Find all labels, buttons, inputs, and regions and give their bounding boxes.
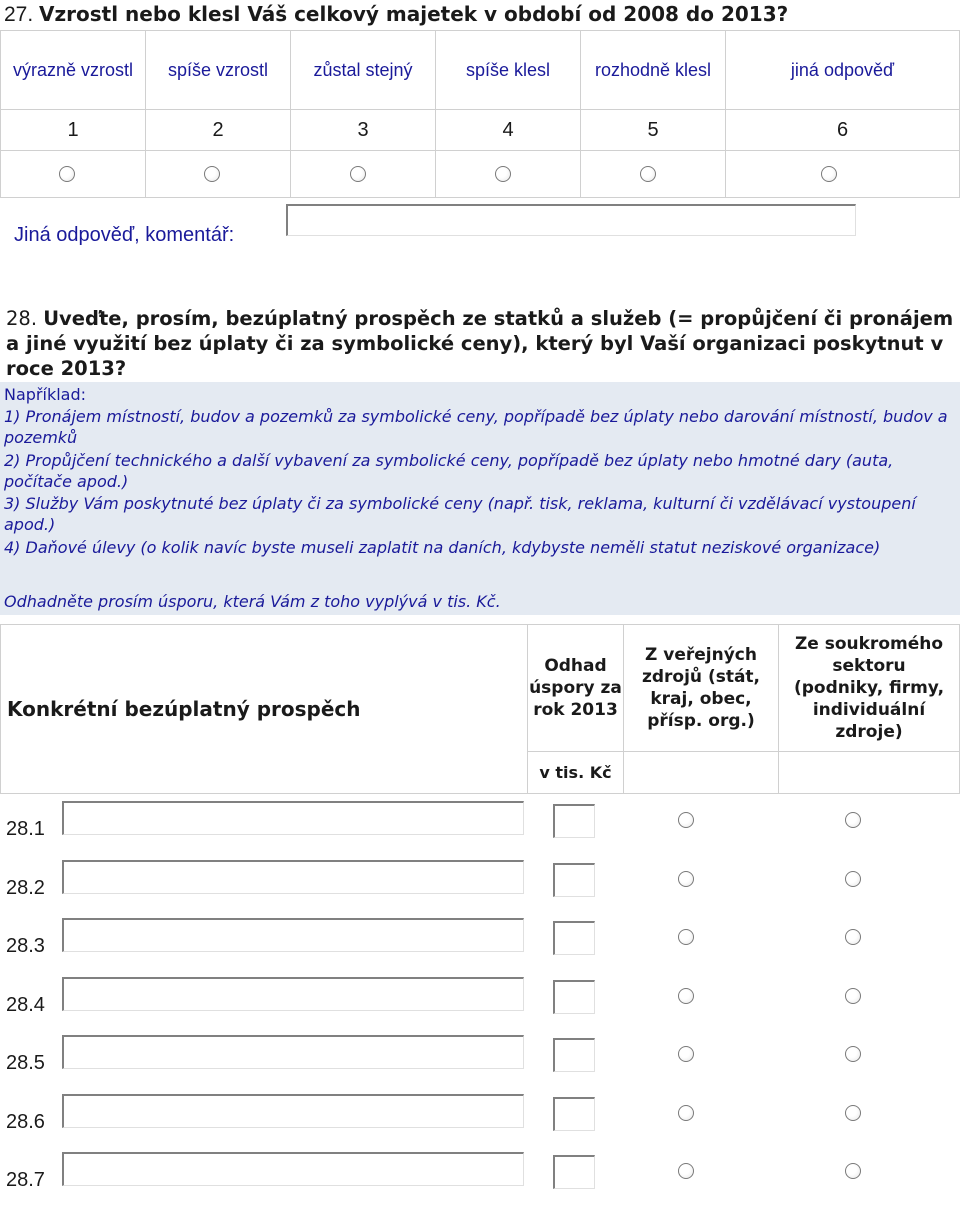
other-answer-input[interactable] (286, 204, 856, 236)
option-label-6: jiná odpověď (726, 31, 960, 110)
savings-estimate-input[interactable] (553, 863, 595, 897)
radio-private-source[interactable] (845, 1163, 861, 1179)
option-number-1: 1 (1, 110, 146, 151)
other-answer-label: Jiná odpověď, komentář: (14, 224, 235, 246)
question-28-number: 28. (6, 307, 38, 330)
question-28-text: Uveďte, prosím, bezúplatný prospěch ze statků a služeb (= propůjčení či pronájem a jiné využití bez úplaty či za symbolické ceny), který byl Vaší organizaci poskytnut v roce 2013? (6, 307, 954, 380)
radio-public-source[interactable] (678, 871, 694, 887)
savings-estimate-input[interactable] (553, 980, 595, 1014)
savings-estimate-input[interactable] (553, 1097, 595, 1131)
radio-option-1[interactable] (59, 166, 75, 182)
radio-option-5[interactable] (640, 166, 656, 182)
question-27-text: Vzrostl nebo klesl Váš celkový majetek v období od 2008 do 2013? (39, 2, 789, 26)
radio-public-source[interactable] (678, 1046, 694, 1062)
hint-lead: Například: (4, 385, 87, 404)
column-header-estimate: Odhad úspory za rok 2013 (528, 625, 624, 752)
benefits-table (0, 624, 960, 794)
option-number-3: 3 (291, 110, 436, 151)
question-27-number: 27. (4, 3, 34, 26)
benefit-description-input[interactable] (62, 1152, 524, 1186)
savings-estimate-input[interactable] (553, 1038, 595, 1072)
benefit-description-input[interactable] (62, 977, 524, 1011)
benefit-description-input[interactable] (62, 1035, 524, 1069)
option-label-4: spíše klesl (436, 31, 581, 110)
option-number-2: 2 (146, 110, 291, 151)
option-label-5: rozhodně klesl (581, 31, 726, 110)
savings-estimate-input[interactable] (553, 1155, 595, 1189)
option-label-1: výrazně vzrostl (1, 31, 146, 110)
hint-item-2: 2) Propůjčení technického a další vybavení za symbolické ceny, popřípadě bez úplaty nebo hmotné dary (auta, počítače apod.) (4, 451, 894, 491)
radio-private-source[interactable] (845, 812, 861, 828)
hint-item-1: 1) Pronájem místností, budov a pozemků za symbolické ceny, popřípadě bez úplaty nebo darování místností, budov a pozemků (4, 407, 948, 447)
radio-option-2[interactable] (204, 166, 220, 182)
row-label: 28.3 (6, 935, 45, 957)
question-27-title (4, 2, 788, 27)
radio-private-source[interactable] (845, 929, 861, 945)
benefit-description-input[interactable] (62, 1094, 524, 1128)
hint-item-3: 3) Služby Vám poskytnuté bez úplaty či za symbolické ceny (např. tisk, reklama, kulturní či vzdělávací vystoupení apod.) (4, 494, 916, 534)
hint-instruction: Odhadněte prosím úsporu, která Vám z toho vyplývá v tis. Kč. (4, 592, 501, 611)
row-label: 28.5 (6, 1052, 45, 1074)
row-label: 28.1 (6, 818, 45, 840)
hint-item-4: 4) Daňové úlevy (o kolik navíc byste museli zaplatit na daních, kdybyste neměli statut neziskové organizace) (4, 538, 881, 557)
savings-estimate-input[interactable] (553, 804, 595, 838)
radio-private-source[interactable] (845, 871, 861, 887)
column-header-private: Ze soukromého sektoru (podniky, firmy, individuální zdroje) (779, 625, 960, 752)
column-unit: v tis. Kč (528, 752, 624, 794)
benefit-description-input[interactable] (62, 801, 524, 835)
radio-option-4[interactable] (495, 166, 511, 182)
radio-private-source[interactable] (845, 1105, 861, 1121)
radio-public-source[interactable] (678, 929, 694, 945)
radio-public-source[interactable] (678, 988, 694, 1004)
column-header-public: Z veřejných zdrojů (stát, kraj, obec, přísp. org.) (624, 625, 779, 752)
row-label: 28.6 (6, 1110, 45, 1133)
savings-estimate-input[interactable] (553, 921, 595, 955)
radio-private-source[interactable] (845, 988, 861, 1004)
radio-public-source[interactable] (678, 812, 694, 828)
radio-public-source[interactable] (678, 1163, 694, 1179)
question-28-title (6, 306, 956, 381)
option-number-4: 4 (436, 110, 581, 151)
benefit-description-input[interactable] (62, 860, 524, 894)
option-number-6: 6 (726, 110, 960, 151)
radio-private-source[interactable] (845, 1046, 861, 1062)
column-header-benefit: Konkrétní bezúplatný prospěch (1, 625, 528, 794)
row-label: 28.4 (6, 993, 45, 1016)
radio-public-source[interactable] (678, 1105, 694, 1121)
radio-option-3[interactable] (350, 166, 366, 182)
benefit-description-input[interactable] (62, 918, 524, 952)
row-label: 28.2 (6, 876, 45, 899)
question-27-scale (0, 30, 960, 198)
option-label-2: spíše vzrostl (146, 31, 291, 110)
option-number-5: 5 (581, 110, 726, 151)
row-label: 28.7 (6, 1169, 45, 1191)
radio-option-6[interactable] (821, 166, 837, 182)
option-label-3: zůstal stejný (291, 31, 436, 110)
